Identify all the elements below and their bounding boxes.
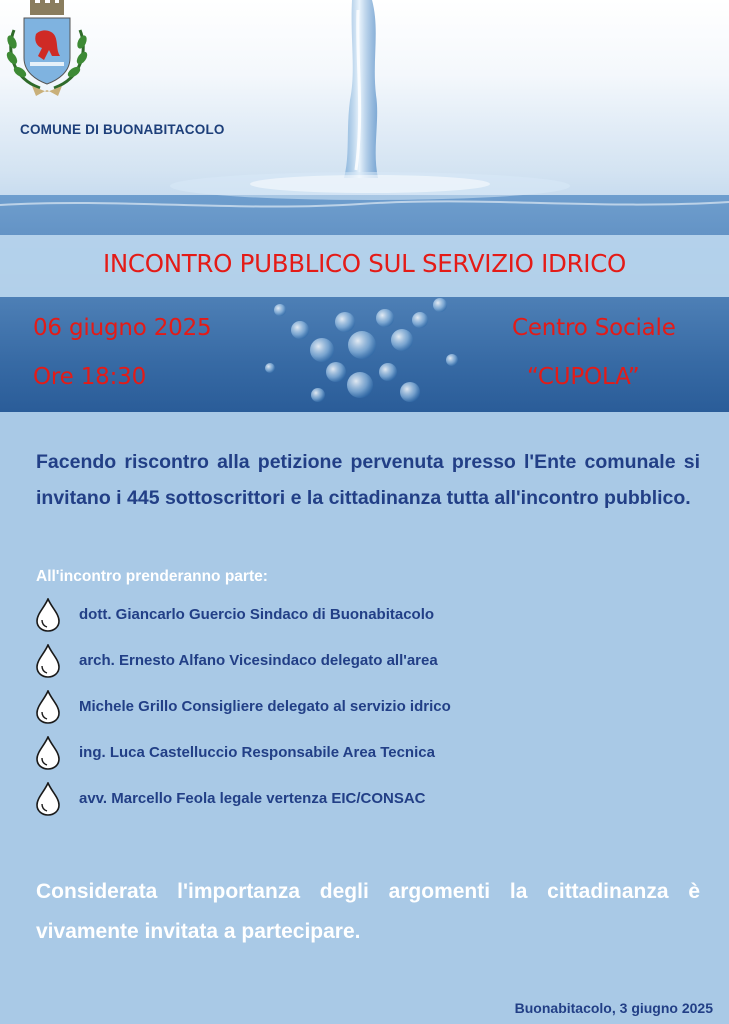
event-venue-subname: “CUPOLA” [527, 364, 640, 390]
place-and-date: Buonabitacolo, 3 giugno 2025 [514, 1000, 713, 1016]
water-drop-icon [34, 690, 62, 724]
water-drop-icon [34, 782, 62, 816]
list-item [34, 642, 714, 688]
intro-paragraph: Facendo riscontro alla petizione pervenuta presso l'Ente comunale si invitano i 445 sottoscrittori e la cittadinanza tutta all'incontro pubblico. [36, 451, 700, 509]
participants-heading: All'incontro prenderanno parte: [36, 568, 268, 585]
municipality-name: COMUNE DI BUONABITACOLO [20, 122, 225, 137]
participant-name: ing. Luca Castelluccio Responsabile Area Tecnica [79, 744, 435, 761]
event-venue-name: Centro Sociale [512, 315, 676, 341]
list-item [34, 596, 714, 642]
closing-paragraph: Considerata l'importanza degli argomenti la cittadinanza è vivamente invitata a partecipare. [36, 880, 700, 943]
water-splash-illustration [0, 0, 729, 412]
event-time: Ore 18:30 [33, 364, 146, 390]
participant-name: dott. Giancarlo Guercio Sindaco di Buonabitacolo [79, 606, 435, 623]
participant-name: arch. Ernesto Alfano Vicesindaco delegato all'area [79, 652, 438, 669]
list-item [34, 780, 714, 826]
water-drop-icon [34, 598, 62, 632]
list-item [34, 688, 714, 734]
event-date: 06 giugno 2025 [33, 315, 212, 341]
list-item [34, 734, 714, 780]
participant-name: Michele Grillo Consigliere delegato al servizio idrico [79, 698, 451, 715]
coat-of-arms [0, 0, 94, 98]
participant-name: avv. Marcello Feola legale vertenza EIC/CONSAC [79, 790, 426, 807]
event-title: INCONTRO PUBBLICO SUL SERVIZIO IDRICO [102, 249, 627, 278]
participants-list [34, 596, 714, 826]
header-water-image [0, 0, 729, 412]
water-drop-icon [34, 736, 62, 770]
water-drop-icon [34, 644, 62, 678]
